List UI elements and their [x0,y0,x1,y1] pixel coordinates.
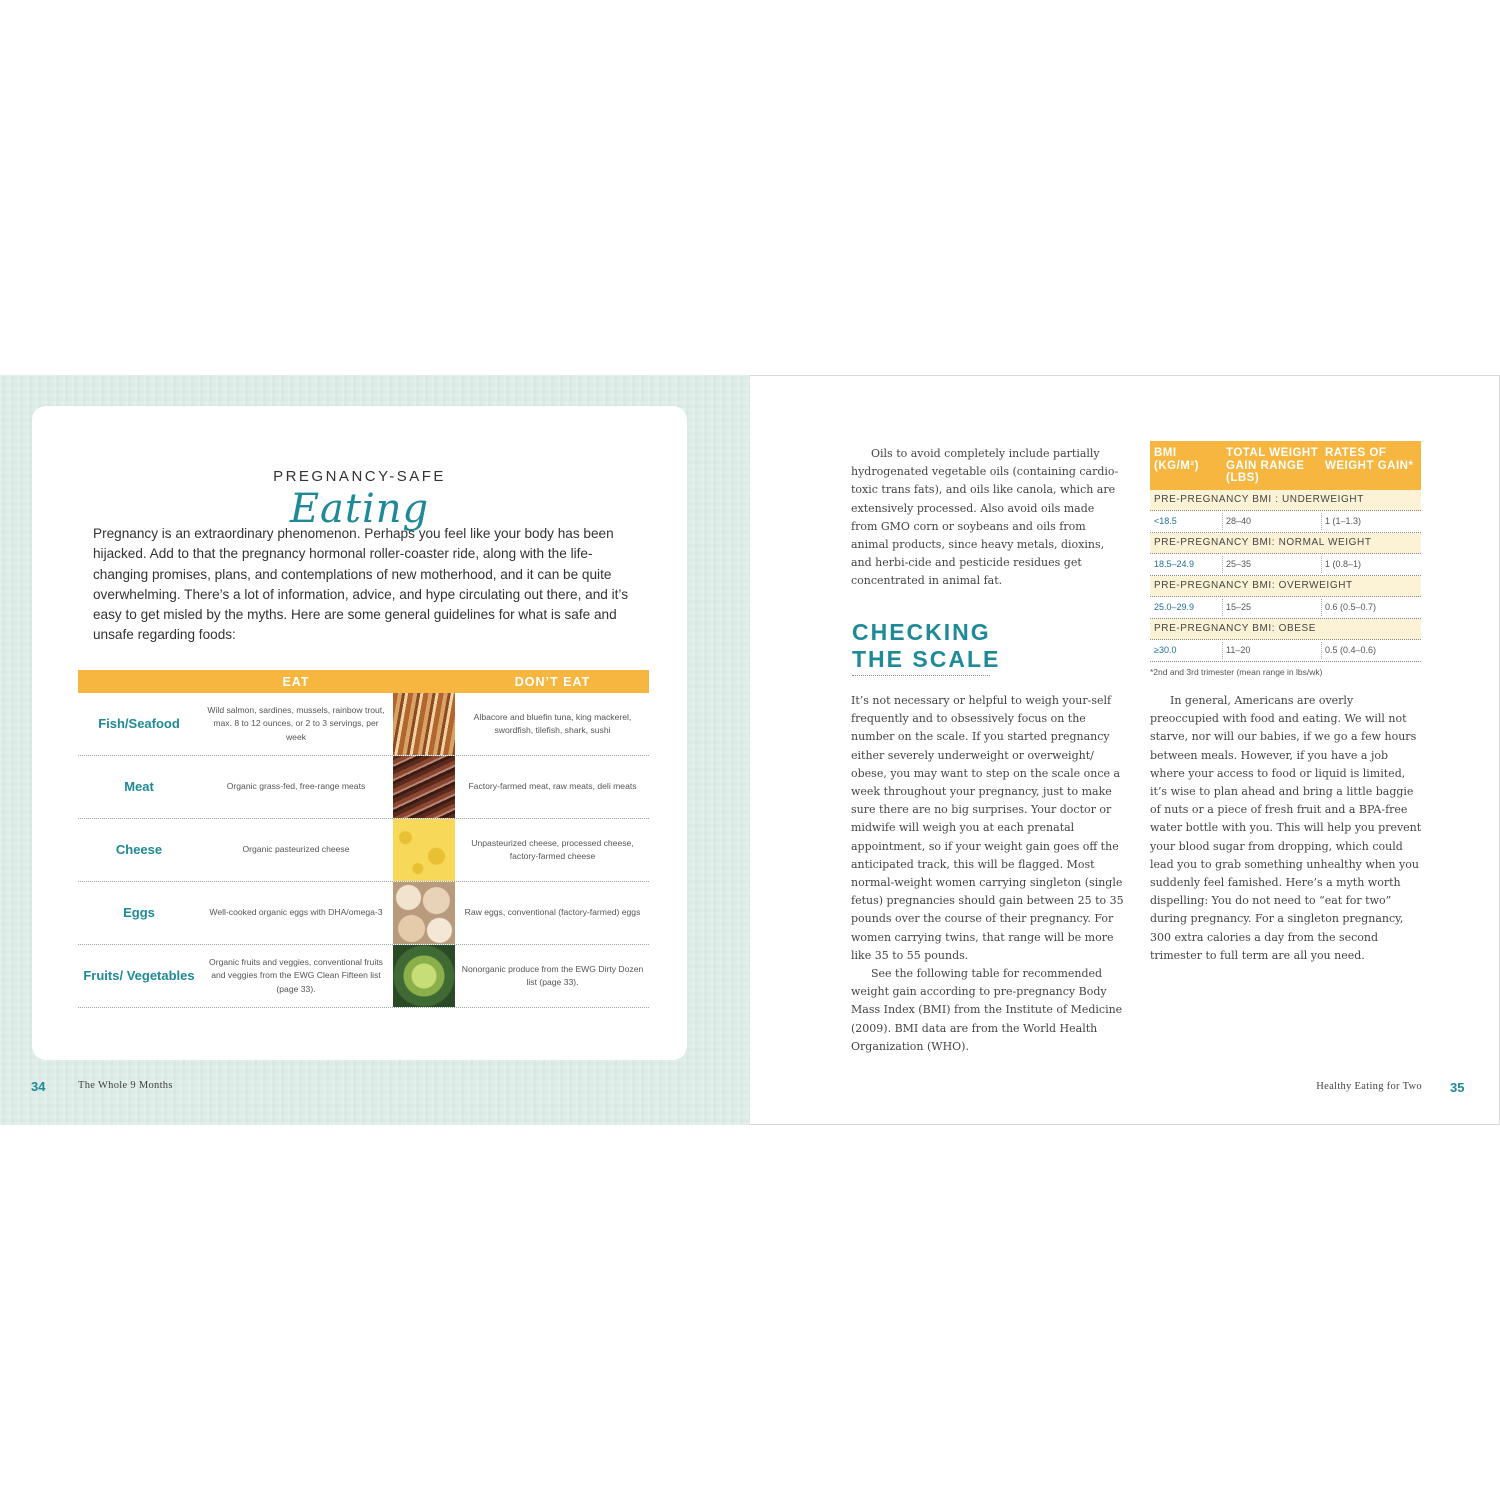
dont-eat-cell: Nonorganic produce from the EWG Dirty Dozen list (page 33). [461,963,644,987]
intro-paragraph: Pregnancy is an extraordinary phenomenon. Perhaps you feel like your body has been hijacked. Add to that the pregnancy hormonal roller-coaster ride, along with the life-changing promises, plans, and contemplations of new motherhood, and it can be quite overwhelming. There’s a lot of information, advice, and hype circulating out there, and it’s easy to get misled by the myths. Here are some general guidelines for what is safe and unsafe regarding foods: [93,526,628,643]
dont-eat-cell: Albacore and bluefin tuna, king mackerel, swordfish, tilefish, shark, sushi [473,711,632,735]
table-row [1150,597,1421,619]
dont-eat-cell: Factory-farmed meat, raw meats, deli meats [468,781,637,792]
bmi-group-label: PRE-PREGNANCY BMI : UNDERWEIGHT [1150,490,1421,511]
oils-text: Oils to avoid completely include partially hydrogenated vegetable oils (containing cardio-toxic trans fats), and oils like canola, which are extensively processed. Also avoid oils made from GMO corn or soybeans and oils from animal products, since heavy metals, dioxins, and herbi-cide and pesticide residues get concentrated in animal fat. [851,447,1119,588]
column-divider [1321,642,1322,659]
eat-cell: Organic fruits and veggies, conventional fruits and veggies from the EWG Clean Fifteen list (page 33). [209,956,383,994]
bmi-footnote: *2nd and 3rd trimester (mean range in lbs/wk) [1150,667,1323,677]
scale-column [851,692,1124,1056]
heading-rule [852,675,990,676]
food-category: Cheese [115,842,163,857]
bmi-group-label: PRE-PREGNANCY BMI: OBESE [1150,619,1421,640]
bmi-value: ≥30.0 [1154,645,1177,655]
column-divider [1222,599,1223,616]
section-heading-line-2: THE SCALE [852,646,1001,672]
gain-range: 28–40 [1226,516,1252,526]
bmi-value: <18.5 [1154,516,1177,526]
eat-cell: Organic pasteurized cheese [242,844,350,855]
left-running-title: The Whole 9 Months [78,1080,173,1091]
column-divider [1321,556,1322,573]
scale-paragraph: It’s not necessary or helpful to weigh your-self frequently and to obsessively focus on the number on the scale. If you started pregnancy either severely underweight or overweight/ obese, you may want to step on the scale once a week throughout your pregnancy, just to make sure there are no big surprises. Your doctor or midwife will weigh you at each prenatal appointment, so if your weight gain goes off the anticipated track, this will be flagged. Most normal-weight women carrying singleton (single fetus) pregnancies should gain between 25 to 35 pounds over the course of their pregnancy. For women carrying twins, that range will be more like 35 to 55 pounds. [851,694,1124,962]
right-running-title: Healthy Eating for Two [1316,1081,1422,1092]
page-title: Eating [289,486,430,532]
food-category: Eggs [123,905,155,920]
table-header [78,670,649,693]
bmi-value: 25.0–29.9 [1154,602,1195,612]
fish-photo [393,693,455,755]
table-row [78,693,649,756]
gain-range: 25–35 [1226,559,1252,569]
food-category: Fruits/ Vegetables [83,968,195,983]
column-divider [1222,642,1223,659]
bmi-value: 18.5–24.9 [1154,559,1195,569]
table-row [1150,640,1421,662]
bmi-table-header [1150,441,1421,490]
food-category: Fish/Seafood [98,716,180,731]
general-paragraph: In general, Americans are overly preoccupied with food and eating. We will not starve, nor will our babies, if we go a few hours between meals. However, if you have a job where your access to food or liquid is limited, it’s wise to plan ahead and bring a little baggie of nuts or a piece of fresh fruit and a BPA-free water bottle with you. This will help you prevent your blood sugar from dropping, which could lead you to grab something unhealthy when you suddenly feel famished. Here’s a myth worth dispelling: You do not need to “eat for two” during pregnancy. For a singleton pregnancy, 300 extra calories a day from the second trimester to full term are all you need. [1150,694,1422,962]
section-heading [852,619,1000,673]
column-divider [1222,556,1223,573]
general-column [1150,692,1422,965]
eat-cell: Wild salmon, sardines, mussels, rainbow trout, max. 8 to 12 ounces, or 2 to 3 servings, per week [207,704,385,742]
food-category: Meat [124,779,154,794]
gain-range: 11–20 [1226,645,1251,655]
eat-cell: Organic grass-fed, free-range meats [226,781,366,792]
bmi-group-label: PRE-PREGNANCY BMI: NORMAL WEIGHT [1150,533,1421,554]
vegetables-photo [393,945,455,1007]
right-page [750,375,1500,1125]
table-row [1150,511,1421,533]
gain-rate: 1 (0.8–1) [1325,559,1362,569]
table-row [78,882,649,945]
table-reference-paragraph: See the following table for recommended weight gain according to pre-pregnancy Body Mass Index (BMI) from the Institute of Medicine (2009). BMI data are from the World Health Organization (WHO). [851,967,1123,1053]
table-row [78,945,649,1008]
gain-rate: 1 (1–1.3) [1325,516,1362,526]
gain-rate: 0.6 (0.5–0.7) [1325,602,1377,612]
column-divider [1321,513,1322,530]
eggs-photo [393,882,455,944]
section-kicker: PREGNANCY-SAFE [273,468,446,485]
meat-photo [393,756,455,818]
left-page-number: 34 [31,1079,46,1094]
table-row [1150,554,1421,576]
gain-range: 15–25 [1226,602,1252,612]
food-safety-table [78,670,649,1008]
table-row [78,756,649,819]
section-heading-line-1: CHECKING [852,619,991,645]
dont-eat-cell: Raw eggs, conventional (factory-farmed) eggs [464,907,641,918]
eat-header: EAT [282,675,310,689]
food-guide-card [32,406,687,1060]
column-divider [1222,513,1223,530]
rate-header: RATES OF WEIGHT GAIN* [1325,447,1414,472]
total-gain-header: TOTAL WEIGHT GAIN RANGE (LBS) [1226,447,1319,484]
cheese-photo [393,819,455,881]
dont-eat-header: DON’T EAT [514,675,591,689]
bmi-table [1150,441,1421,677]
bmi-header: BMI (KG/M²) [1154,447,1200,472]
book-spread [0,375,1500,1125]
right-page-number: 35 [1450,1080,1465,1095]
eat-cell: Well-cooked organic eggs with DHA/omega-3 [209,907,383,918]
gain-rate: 0.5 (0.4–0.6) [1325,645,1377,655]
left-page [0,375,750,1125]
bmi-group-label: PRE-PREGNANCY BMI: OVERWEIGHT [1150,576,1421,597]
oils-paragraph [851,445,1124,591]
dont-eat-cell: Unpasteurized cheese, processed cheese, factory-farmed cheese [471,837,634,861]
table-row [78,819,649,882]
column-divider [1321,599,1322,616]
